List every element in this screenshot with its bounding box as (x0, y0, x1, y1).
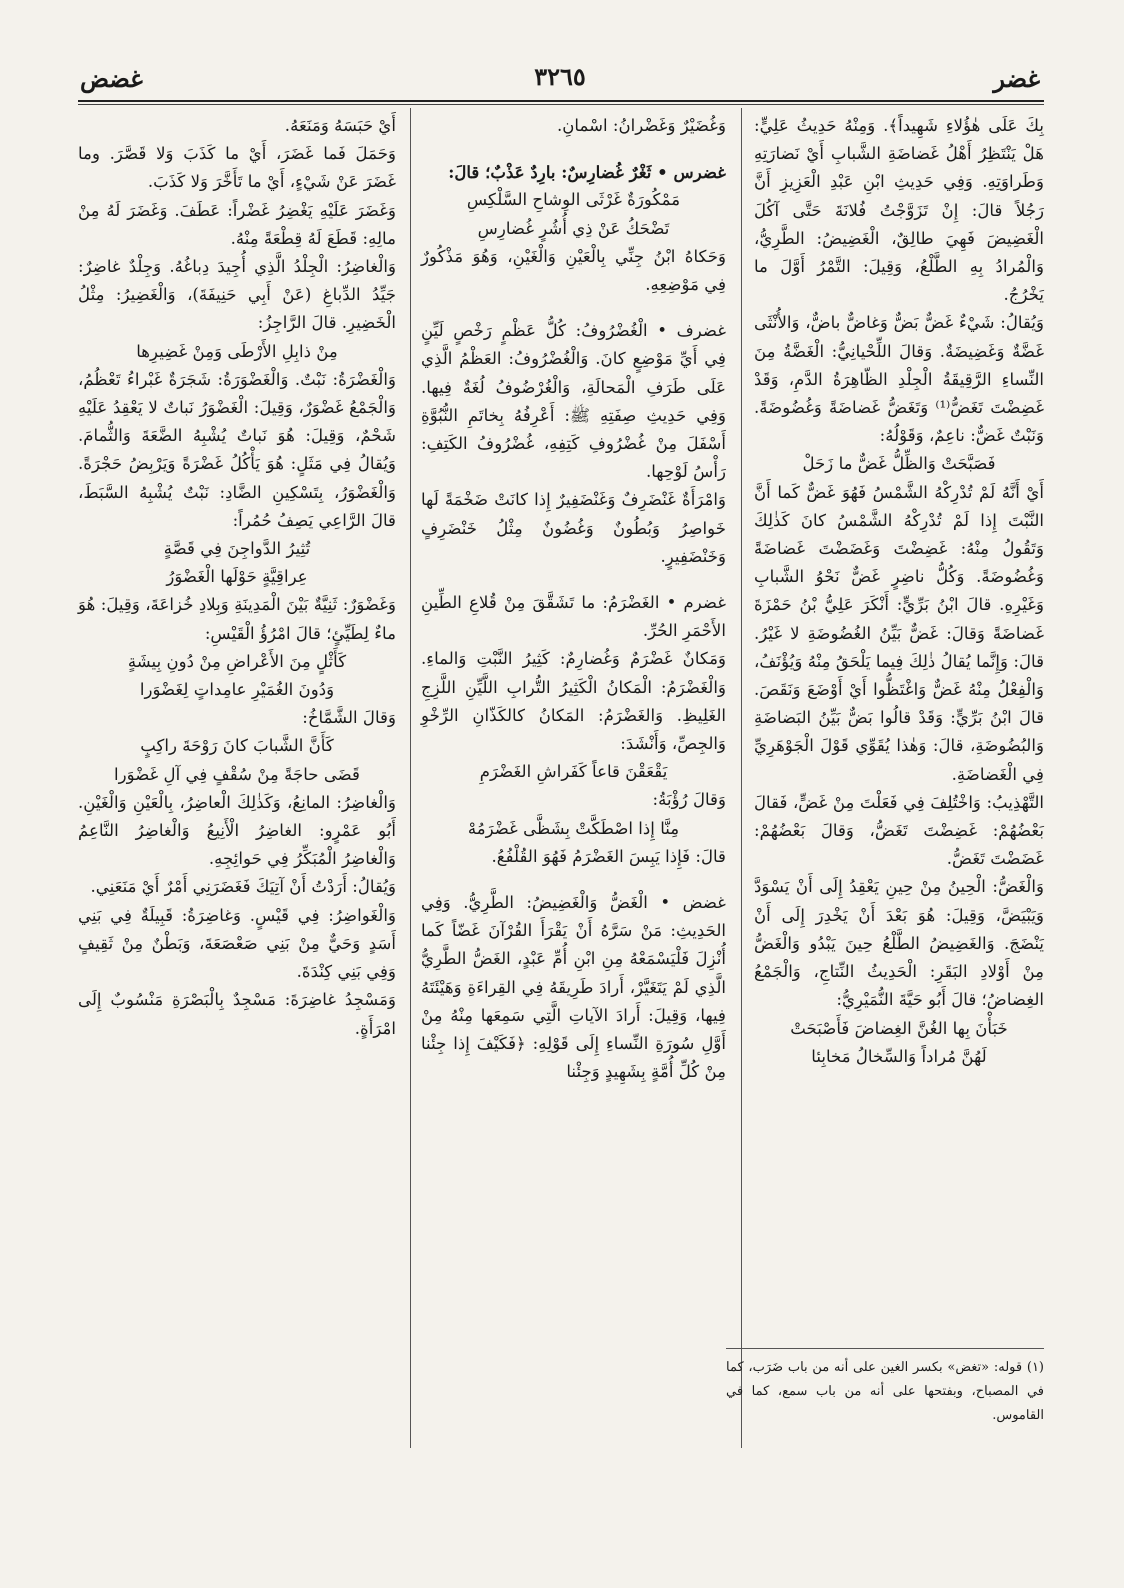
column-divider-right (741, 108, 742, 1448)
paragraph: وَيُقالُ: شَيْءٌ غَضٌّ بَضٌّ وَغاضٌّ باضٌّ، وَالأُنْثَى غَضَّةٌ وَغَضِيضَةٌ. وَقالَ اللِّحْيانِيُّ: الْغَضَّةُ مِنَ النِّساءِ الرَّقِيقَةُ الْجِلْدِ الظّاهِرَةُ الدَّمِ، وَقَدْ غَضِضْتَ تَغَضُّ⁽¹⁾ وَتَغَضُّ غَضاضَةً وَغُضُوضَةً. وَنَبْتٌ غَضٌّ: ناعِمٌ، وَقَوْلُهُ: (754, 313, 1044, 446)
header-rule (78, 100, 1044, 102)
verse-line: وَدُونَ الغُمَيْرِ عامِداتٍ لِغَضْوَرا (139, 680, 335, 700)
paragraph: وَالْغَضْرَةُ: نَبْتٌ. وَالْغَضْوَرَةُ: شَجَرَةٌ غَبْراءُ تَعْظُمُ، وَالْجَمْعُ غَضْوَرٌ، وَقِيلَ: الْغَضْوَرُ نَباتٌ لا يَعْقِدُ عَلَيْهِ شَحْمٌ، وَقِيلَ: هُوَ نَباتٌ يُشْبِهُ الضَّعَةَ وَالثُّمامَ. وَيُقالُ فِي مَثَلٍ: هُوَ يَأْكُلُ غَضْرَةً وَيَرْبِضُ حَجْرَةً. وَالْغَضْوَرُ، بِتَسْكِينِ الضَّادِ: نَبْتٌ يُشْبِهُ السَّبَطَ، قالَ الرَّاعِي يَصِفُ حُمُراً: (78, 369, 396, 530)
paragraph: التَّهْذِيبُ: وَاخْتُلِفَ فِي فَعَلْتَ مِنْ غَضٍّ، فَقالَ بَعْضُهُمْ: غَضِضْتَ تَغَضُّ، وَقالَ بَعْضُهُمْ: غَضَضْتَ تَغَضُّ. (754, 792, 1044, 869)
paragraph: أَيْ حَبَسَهُ وَمَنَعَهُ. (284, 116, 396, 135)
paragraph: وَالْغاضِرُ: الْجِلْدُ الَّذِي أُجِيدَ دِباغُهُ. وَجِلْدٌ غاضِرٌ: جَيِّدُ الدِّباغِ (عَنْ أَبِي حَنِيفَةَ)، وَالْغَضِيرُ: مِثْلُ الْخَضِيرِ. قالَ الرَّاجِزُ: (78, 257, 396, 333)
paragraph: وَغُضَيْرٌ وَغَضْرانُ: اسْمانِ. (556, 116, 726, 135)
paragraph: وَحَكاهُ ابْنُ جِنِّي بِالْعَيْنِ وَالْغَيْنِ، وَهُوَ مَذْكُورٌ فِي مَوْضِعِهِ. (421, 246, 726, 295)
paragraph: قالَ: فَإِذا يَبِسَ الغَضْرَمُ فَهُوَ القُلْفُعُ. (491, 846, 726, 866)
column-middle (421, 112, 726, 1087)
page-number: ٣٢٦٥ (534, 62, 586, 91)
verse-line: تَضْحَكُ عَنْ ذِي أُشُرٍ غُضارِسِ (477, 218, 670, 238)
verse-line: قَضَى حاجَةً مِنْ سُقْفٍ فِي آلِ غَضْوَرا (114, 764, 360, 784)
verse-line: عِراقِيَّةٍ حَوْلَها الْغَضْوَرُ (166, 567, 308, 587)
verse-line: خَبَأْنَ بِها الغُنَّ الغِضاضَ فَأَصْبَحَتْ (790, 1018, 1008, 1038)
footnote: (١) قوله: «تغض» بكسر الغين على أنه من باب ضَرَب، كما في المصباح، وبفتحها على أنه من باب سمع، كما في القاموس. (726, 1360, 1044, 1423)
verse-line: تُثِيرُ الدَّواجِنَ فِي قَصَّةٍ (163, 539, 311, 559)
paragraph: وَيُقالُ: أَرَدْتُ أَنْ آتِيَكَ فَغَضَرَنِي أَمْرٌ أَيْ مَنَعَنِي. (90, 877, 396, 897)
paragraph: وَالْغَواضِرُ: فِي قَيْسٍ. وَغاضِرَةُ: قَبِيلَةٌ فِي بَنِي أَسَدٍ وَحَيٌّ مِنْ بَنِي صَعْصَعَةَ، وَبَطْنٌ مِنْ ثَقِيفٍ وَفِي بَنِي كِنْدَةَ. (78, 905, 396, 982)
verse-line: مِنْ ذابِلِ الأَرْطَى وَمِنْ غَضِيرِها (136, 341, 338, 361)
page-header (80, 58, 1040, 98)
column-divider-left (410, 108, 411, 1448)
paragraph: وَالْغاضِرُ: المانِعُ، وَكَذٰلِكَ الْعاضِرُ، بِالْعَيْنِ وَالْغَيْنِ. أَبُو عَمْرٍو: الغاضِرُ الْأَنِيعُ وَالْغاضِرُ النَّاعِمُ وَالْغاضِرُ الْمُبَكِّرُ فِي حَوائِجِهِ. (78, 792, 396, 869)
verse-line: كَأَنَّ الشَّبابَ كانَ رَوْحَةَ راكِبٍ (140, 736, 334, 756)
verse-line: مِنَّا إِذا اصْطَكَّتْ بِشَظَّى غَضْرَمُهْ (467, 818, 680, 838)
paragraph: بِكَ عَلَى هٰؤُلاءِ شَهِيداً﴾. وَمِنْهُ حَدِيثُ عَلِيٍّ: هَلْ يَنْتَظِرُ أَهْلُ غَضاضَةِ الشَّبابِ أَيْ نَضارَتِهِ وَطَراوَتِهِ. وَفِي حَدِيثِ ابْنِ عَبْدِ الْعَزِيزِ أَنَّ رَجُلاً قالَ: إِنْ تَزَوَّجْتُ فُلانَةَ حَتَّى آكُلَ الْغَضِيضَ فَهِيَ طالِقٌ، الْغَضِيضُ: الطَّرِيُّ، وَالْمُرادُ بِهِ الطَّلْعُ، وَقِيلَ: التَّمْرُ أَوَّلَ ما يَخْرُجُ. (754, 116, 1044, 305)
paragraph: وَحَمَلَ فَما غَضَرَ، أَيْ ما كَذَبَ وَلا قَصَّرَ. وما غَضَرَ عَنْ شَيْءٍ، أَيْ ما تَأَخَّرَ وَلا كَذَبَ. (78, 144, 396, 192)
header-rule-thin (78, 104, 1044, 105)
verse-line: كَأَثْلٍ مِنَ الأَعْراضِ مِنْ دُونِ بِيشَةٍ (127, 651, 347, 671)
paragraph: وَغَضَرَ عَلَيْهِ يَغْضِرُ غَضْراً: عَطَفَ. وَغَضَرَ لَهُ مِنْ مالِهِ: قَطَعَ لَهُ قِطْعَةً مِنْهُ. (78, 200, 396, 248)
paragraph: وَمَسْجِدُ غاضِرَةَ: مَسْجِدٌ بِالْبَصْرَةِ مَنْسُوبٌ إِلَى امْرَأَةٍ. (78, 990, 396, 1038)
footnote-rule (726, 1348, 1044, 1349)
entry-paragraph: غضرم • الغَضْرَمُ: ما تَشَقَّقَ مِنْ قُلاعِ الطِّينِ الأَحْمَرِ الحُرِّ. (421, 593, 726, 641)
paragraph: وَامْرَأَةٌ غَنْضَرِفٌ وَغَنْضَفِيرٌ إِذا كانَتْ ضَخْمَةً لَها خَواصِرُ وَبُطُونٌ وَغُضُونٌ مِثْلُ خَنْضَرِفٍ وَخَنْضَفِيرٍ. (421, 490, 726, 566)
verse-line: فَصَبَّحَتْ وَالظِّلُّ غَضٌّ ما زَحَلْ (802, 454, 996, 474)
entry-heading: غضرس • ثَغْرٌ غُضارِسٌ: بارِدٌ عَذْبٌ؛ قالَ: (448, 162, 726, 183)
paragraph: وَقالَ الشَّمَّاخُ: (302, 708, 396, 728)
entry-paragraph: غضض • الْغَضُّ وَالْغَضِيضُ: الطَّرِيُّ. وَفِي الحَدِيثِ: مَنْ سَرَّهُ أَنْ يَقْرَأَ القُرْآنَ غَضّاً كَما أُنْزِلَ فَلْيَسْمَعْهُ مِنِ ابْنِ أُمِّ عَبْدٍ، الغَضُّ الطَّرِيُّ الَّذِي لَمْ يَتَغَيَّرْ، أَرادَ طَرِيقَهُ فِي القِراءَةِ وَهَيْئَتَهُ فِيها، وَقِيلَ: أَرادَ الآياتِ الَّتِي سَمِعَها مِنْهُ مِنْ أَوَّلِ سُورَةِ النِّساءِ إِلَى قَوْلِهِ: ﴿فَكَيْفَ إِذا جِئْنا مِنْ كُلِّ أُمَّةٍ بِشَهِيدٍ وَجِئْنا (421, 893, 726, 1082)
verse-line: يَقْعَقْنَ قاعاً كَفَراشِ الغَضْرَمِ (479, 762, 668, 782)
column-right (78, 112, 396, 1043)
paragraph: وَقالَ رُؤْبَةُ: (652, 790, 726, 810)
verse-line: مَمْكُورَةٌ غَرْثَى الوِشاحِ السَّلْكِسِ (466, 190, 681, 210)
entry-paragraph: غضرف • الْغُضْرُوفُ: كُلُّ عَظْمٍ رَخْصٍ لَيِّنٍ فِي أَيِّ مَوْضِعٍ كانَ. وَالْغُضْرُوفُ: العَظْمُ الَّذِي عَلَى طَرَفِ الْمَحالَةِ، وَالْغُرْضُوفُ لُغَةٌ فِيها. وَفِي حَدِيثِ صِفَتِهِ ﷺ: أَعْرِفُهُ بِخاتَمِ النُّبُوَّةِ أَسْفَلَ مِنْ غُضْرُوفِ كَتِفِهِ، غُضْرُوفُ الكَتِفِ: رَأْسُ لَوْحِها. (421, 321, 726, 482)
paragraph: وَالْغَضُّ: الْحِينُ مِنْ حِينِ يَعْقِدُ إِلَى أَنْ يَسْوَدَّ وَيَبْيَضَّ، وَقِيلَ: هُوَ بَعْدَ أَنْ يَخْدِرَ إِلَى أَنْ يَنْضَجَ. وَالغَضِيضُ الطَّلْعُ حِينَ يَبْدُو وَالْغَضُّ مِنْ أَوْلادِ البَقَرِ: الْحَدِيثُ النِّتاجِ، وَالْجَمْعُ الغِضاضُ؛ قالَ أَبُو حَيَّةَ النُّمَيْرِيُّ: (754, 877, 1044, 1010)
paragraph: وَمَكانٌ غَضْرَمٌ وَغُضارِمٌ: كَثِيرُ النَّبْتِ وَالماءِ. وَالْغَضْرَمُ: الْمَكانُ الْكَثِيرُ التُّرابِ اللَّيِّنِ اللَّزِجِ الغَلِيظِ. وَالغَضْرَمُ: المَكانُ كالكَذّانِ الرِّخْوِ وَالجِصِّ، وَأَنْشَدَ: (421, 649, 726, 754)
header-root-right: غضر (993, 64, 1040, 93)
verse-line: لَهُنَّ مُراداً وَالسِّخالُ مَخابِئا (811, 1046, 987, 1066)
paragraph: أَيْ أَنَّهُ لَمْ تُدْرِكْهُ الشَّمْسُ فَهُوَ غَضٌّ كَما أَنَّ النَّبْتَ إِذا لَمْ تُدْرِكْهُ الشَّمْسُ كانَ كَذٰلِكَ وَتَقُولُ مِنْهُ: غَضِضْتَ وَغَضَضْتَ غَضاضَةً وَغُضُوضَةً. وَكُلُّ ناضِرٍ غَضٌّ نَحْوُ الشَّبابِ وَغَيْرِهِ. قالَ ابْنُ بَرِّيٍّ: أَنْكَرَ عَلِيُّ بْنُ حَمْزَةَ غَضاضَةً وَقالَ: غَضٌّ بَيِّنُ الغُضُوضَةِ لا غَيْرُ. قالَ: وَإِنَّما يُقالُ ذٰلِكَ فِيما يَلْحَقُ مِنْهُ وَيُؤْنَفُ، وَالْفِعْلُ مِنْهُ غَضٌّ وَاغْتَظُّوا أَيْ أَوْضَعَ وَنَقَصَ. قالَ ابْنُ بَرِّيٍّ: وَقَدْ قالُوا بَضٌّ بَيِّنُ البَضاضَةِ وَالبُضُوضَةِ، قالَ: وَهٰذا يُقَوِّي قَوْلَ الْجَوْهَرِيِّ فِي الْغَضاضَةِ. (754, 482, 1044, 784)
column-left (754, 112, 1044, 1071)
paragraph: وَغَضْوَرٌ: ثَنِيَّةٌ بَيْنَ الْمَدِينَةِ وَبِلادِ خُزاعَةَ، وَقِيلَ: هُوَ ماءٌ لِطَيِّئٍ؛ قالَ امْرُؤُ الْقَيْسِ: (78, 595, 396, 643)
header-root-left: غضض (80, 64, 143, 93)
